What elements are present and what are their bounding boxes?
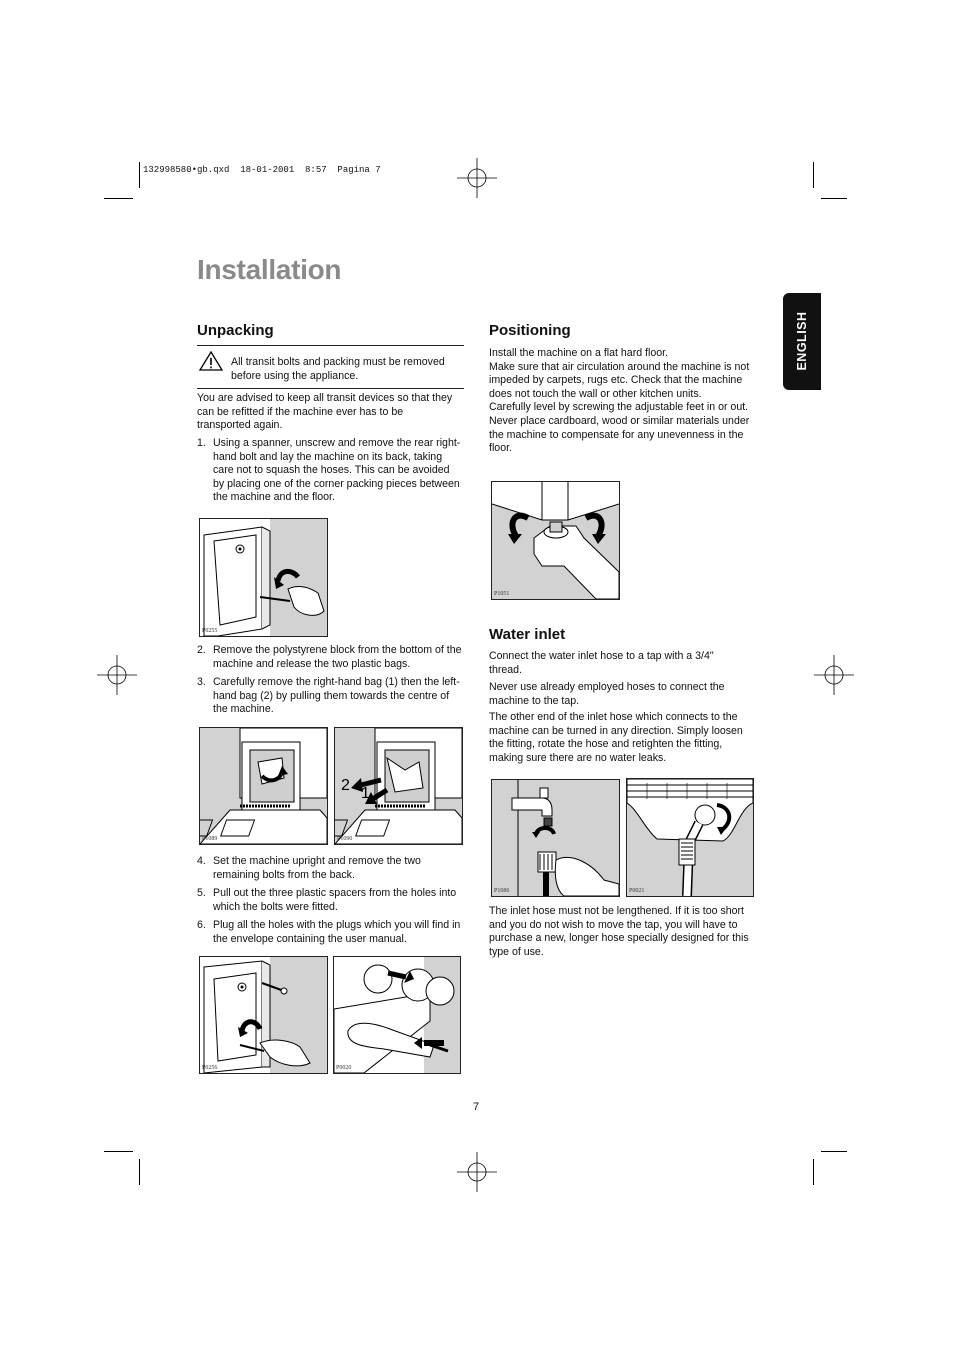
figure-label-1: 1: [361, 785, 370, 802]
figure-code: P0256: [202, 1065, 218, 1071]
registration-mark-icon: [457, 1152, 497, 1192]
figure-remove-right-bag: [199, 727, 328, 845]
warning-triangle-icon: [199, 351, 223, 371]
file-slug: 132998580•gb.qxd 18-01-2001 8:57 Pagina 7: [143, 165, 381, 175]
figure-code: P1051: [494, 591, 510, 597]
unpacking-intro: You are advised to keep all transit devices so that they can be refitted if the machine ever has to be transported again.: [197, 392, 453, 432]
steps-list-1: [197, 437, 461, 510]
crop-mark: [139, 1159, 140, 1185]
figure-remove-remaining-bolts: [199, 956, 328, 1074]
list-item-number: 1.: [197, 437, 206, 449]
figure-remove-rear-bolt: [199, 518, 328, 637]
list-item: [197, 919, 463, 946]
page-title: Installation: [197, 254, 342, 285]
positioning-heading: Positioning: [489, 322, 571, 339]
crop-mark: [813, 1159, 814, 1185]
figure-level-feet: [491, 481, 620, 600]
crop-mark: [104, 198, 133, 199]
positioning-text: Install the machine on a flat hard floor. Make sure that air circulation around the machine is not impeded by carpets, rugs etc. Check that the machine does not touch the wall or other kitchen units. Carefully level by screwing the adjustable feet in or out. Never place cardboard, wood or similar materials under the machine to compensate for any unevenness in the floor.: [489, 347, 750, 455]
warning-text: All transit bolts and packing must be removed before using the appliance.: [231, 356, 445, 382]
crop-mark: [821, 1151, 847, 1152]
list-item-number: 4.: [197, 855, 206, 867]
figure-code: P0020: [336, 1065, 352, 1071]
list-item: [197, 644, 463, 671]
language-tab-label: ENGLISH: [795, 311, 809, 371]
registration-mark-icon: [457, 158, 497, 198]
list-item: [197, 676, 463, 717]
figure-code: P1090: [337, 836, 353, 842]
figure-code: P0021: [629, 888, 645, 894]
crop-mark: [813, 162, 814, 188]
water-inlet-p4: The inlet hose must not be lengthened. If it is too short and you do not wish to move the tap, you will have to purchase a new, longer hose specially designed for this type of use.: [489, 905, 749, 958]
list-item-number: 2.: [197, 644, 206, 656]
registration-mark-icon: [814, 655, 854, 695]
figure-code: P1089: [202, 836, 218, 842]
list-item-text: Carefully remove the right-hand bag (1) then the left-hand bag (2) by pulling them towards the centre of the machine.: [213, 676, 460, 716]
figure-connect-machine: [626, 778, 754, 897]
steps-list-3: [197, 855, 463, 952]
unpacking-heading: Unpacking: [197, 322, 274, 339]
water-inlet-p3: The other end of the inlet hose which connects to the machine can be turned in any direction. Simply loosen the fitting, rotate the hose and retighten the fitting, making sure there are no water leaks.: [489, 711, 743, 764]
list-item-text: Pull out the three plastic spacers from the holes into which the bolts were fitted.: [213, 887, 457, 913]
language-tab: [783, 293, 821, 390]
figure-code: P0255: [202, 628, 218, 634]
crop-mark: [821, 198, 847, 199]
list-item-number: 3.: [197, 676, 206, 689]
list-item-text: Set the machine upright and remove the two remaining bolts from the back.: [213, 855, 421, 881]
figure-connect-tap: [491, 779, 620, 897]
list-item: [197, 855, 463, 882]
crop-mark: [104, 1151, 133, 1152]
figure-remove-spacers: [333, 956, 461, 1074]
list-item-number: 5.: [197, 887, 206, 900]
crop-mark: [139, 162, 140, 188]
page-number: 7: [473, 1101, 480, 1113]
list-item-number: 6.: [197, 919, 206, 932]
warning-box: [197, 345, 464, 389]
list-item: [197, 887, 463, 914]
water-inlet-p1: Connect the water inlet hose to a tap with a 3/4" thread.: [489, 650, 714, 676]
steps-list-2: [197, 644, 463, 722]
list-item-text: Remove the polystyrene block from the bottom of the machine and release the two plastic bags.: [213, 644, 462, 670]
figure-code: P1086: [494, 888, 510, 894]
list-item: [197, 437, 461, 505]
list-item-text: Plug all the holes with the plugs which you will find in the envelope containing the user manual.: [213, 919, 461, 945]
water-inlet-heading: Water inlet: [489, 626, 566, 643]
figure-remove-left-bag: [334, 727, 463, 845]
list-item-text: Using a spanner, unscrew and remove the rear right-hand bolt and lay the machine on its back, taking care not to squash the hoses. This can be avoided by placing one of the corner packing pieces between the machine and the floor.: [213, 437, 461, 504]
figure-label-2: 2: [341, 777, 350, 794]
registration-mark-icon: [97, 655, 137, 695]
water-inlet-p2: Never use already employed hoses to connect the machine to the tap.: [489, 681, 725, 707]
